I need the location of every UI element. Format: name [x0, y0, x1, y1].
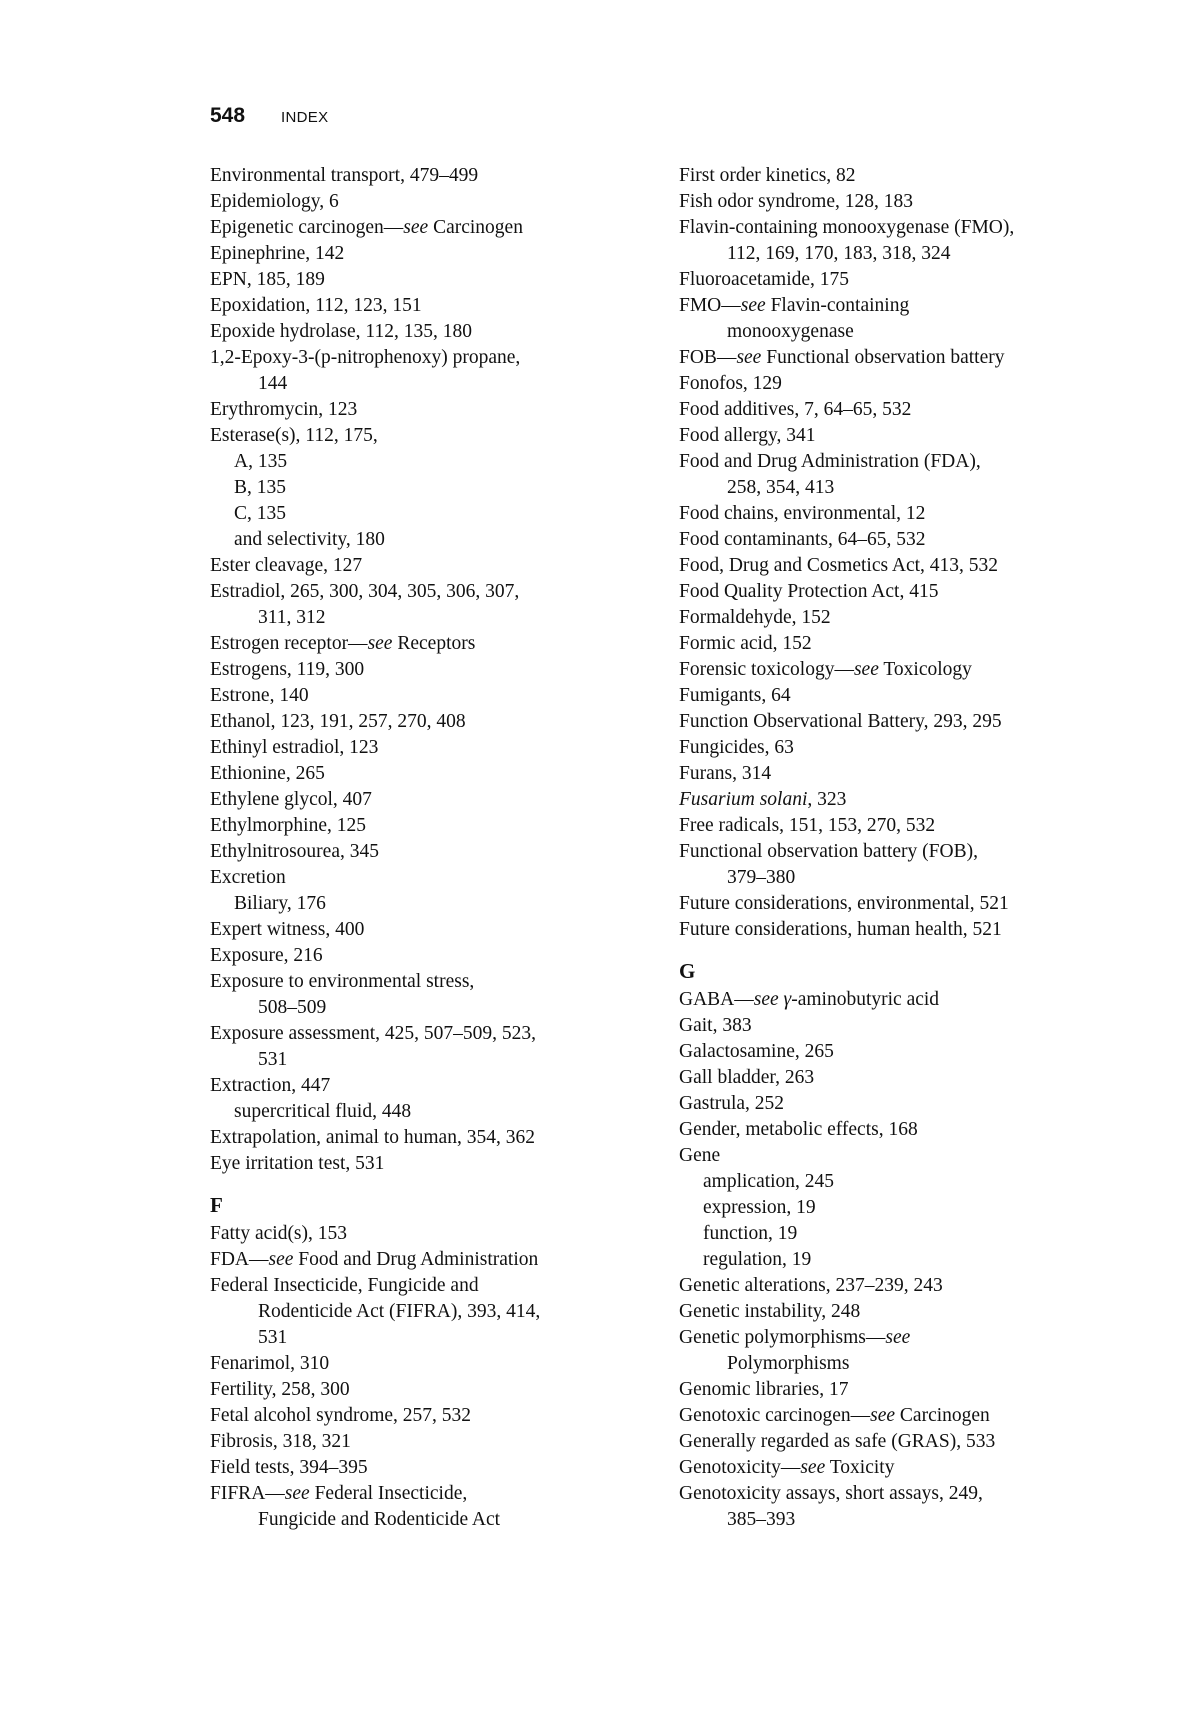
- index-entry: Gait, 383: [679, 1015, 752, 1036]
- index-entry: Expert witness, 400: [210, 919, 365, 940]
- index-entry-continuation: 144: [258, 373, 288, 394]
- index-entry: Food Quality Protection Act, 415: [679, 581, 939, 602]
- see-reference: see γ: [753, 989, 792, 1010]
- index-entry: Fonofos, 129: [679, 373, 782, 394]
- see-reference: see: [800, 1457, 826, 1478]
- index-entry-continuation: 531: [258, 1049, 288, 1070]
- index-entry: Gene: [679, 1145, 721, 1166]
- entry-target: Flavin-containing: [765, 295, 910, 316]
- index-subentry: A, 135: [234, 451, 288, 472]
- index-entry: Esterase(s), 112, 175,: [210, 425, 378, 446]
- index-entry: Excretion: [210, 867, 286, 888]
- entry-term: FOB—: [679, 347, 737, 368]
- section-letter: G: [679, 959, 696, 983]
- index-entry: Functional observation battery (FOB),: [679, 841, 978, 862]
- index-entry: Food chains, environmental, 12: [679, 503, 926, 524]
- index-entry-continuation: 508–509: [258, 997, 327, 1018]
- see-reference: see: [853, 659, 879, 680]
- index-entry: Fungicides, 63: [679, 737, 794, 758]
- index-entry: Formaldehyde, 152: [679, 607, 831, 628]
- index-subentry: regulation, 19: [703, 1249, 812, 1270]
- index-subentry: and selectivity, 180: [234, 529, 385, 550]
- index-entry: Fumigants, 64: [679, 685, 791, 706]
- index-entry: [210, 1247, 650, 1273]
- entry-term: Genotoxic carcinogen—: [679, 1405, 871, 1426]
- index-entry: Food, Drug and Cosmetics Act, 413, 532: [679, 555, 999, 576]
- page-number: 548: [210, 104, 246, 127]
- see-reference: see: [367, 633, 393, 654]
- index-entry: Epoxidation, 112, 123, 151: [210, 295, 422, 316]
- running-head: INDEX: [281, 109, 329, 126]
- see-reference: see: [268, 1249, 294, 1270]
- index-entry: Ethinyl estradiol, 123: [210, 737, 379, 758]
- index-subentry: function, 19: [703, 1223, 798, 1244]
- see-reference: see: [284, 1483, 310, 1504]
- entry-term-italic: Fusarium solani: [679, 789, 808, 810]
- see-reference: see: [736, 347, 762, 368]
- entry-term: FDA—: [210, 1249, 269, 1270]
- index-entry-continuation: 112, 169, 170, 183, 318, 324: [727, 243, 951, 264]
- index-entry-continuation: Polymorphisms: [727, 1353, 850, 1374]
- index-entry: Generally regarded as safe (GRAS), 533: [679, 1431, 996, 1452]
- entry-target: Food and Drug Administration: [293, 1249, 539, 1270]
- index-entry: Function Observational Battery, 293, 295: [679, 711, 1002, 732]
- entry-term: Estrogen receptor—: [210, 633, 368, 654]
- index-entry: Extraction, 447: [210, 1075, 331, 1096]
- index-entry: Ethionine, 265: [210, 763, 325, 784]
- index-entry: Ethylene glycol, 407: [210, 789, 372, 810]
- index-entry-continuation: Fungicide and Rodenticide Act: [258, 1509, 501, 1530]
- index-entry: Genetic instability, 248: [679, 1301, 861, 1322]
- index-entry: [679, 1455, 1119, 1481]
- entry-term: Epigenetic carcinogen—: [210, 217, 404, 238]
- index-entry: Free radicals, 151, 153, 270, 532: [679, 815, 936, 836]
- index-entry: Future considerations, human health, 521: [679, 919, 1002, 940]
- index-entry: Genotoxicity assays, short assays, 249,: [679, 1483, 983, 1504]
- index-entry: Erythromycin, 123: [210, 399, 358, 420]
- index-entry: Fetal alcohol syndrome, 257, 532: [210, 1405, 472, 1426]
- index-entry: EPN, 185, 189: [210, 269, 325, 290]
- index-subentry: Biliary, 176: [234, 893, 326, 914]
- entry-target: Federal Insecticide,: [309, 1483, 468, 1504]
- index-entry: [210, 631, 650, 657]
- index-entry: Fenarimol, 310: [210, 1353, 330, 1374]
- index-entry-continuation: Rodenticide Act (FIFRA), 393, 414,: [258, 1301, 541, 1322]
- index-entry: Food and Drug Administration (FDA),: [679, 451, 981, 472]
- entry-term: Forensic toxicology—: [679, 659, 854, 680]
- index-entry: Genomic libraries, 17: [679, 1379, 849, 1400]
- see-reference: see: [885, 1327, 911, 1348]
- entry-term: GABA—: [679, 989, 754, 1010]
- entry-term: Genetic polymorphisms—: [679, 1327, 886, 1348]
- index-entry: Estradiol, 265, 300, 304, 305, 306, 307,: [210, 581, 520, 602]
- index-entry: Extrapolation, animal to human, 354, 362: [210, 1127, 535, 1148]
- index-entry: 1,2-Epoxy-3-(p-nitrophenoxy) propane,: [210, 347, 521, 368]
- index-entry-continuation: 379–380: [727, 867, 796, 888]
- index-entry: Fibrosis, 318, 321: [210, 1431, 351, 1452]
- index-entry: Gastrula, 252: [679, 1093, 785, 1114]
- entry-pages: , 323: [807, 789, 847, 810]
- index-entry: Federal Insecticide, Fungicide and: [210, 1275, 479, 1296]
- index-entry: Galactosamine, 265: [679, 1041, 834, 1062]
- entry-term: Genotoxicity—: [679, 1457, 801, 1478]
- index-entry: Future considerations, environmental, 521: [679, 893, 1009, 914]
- index-entry: [679, 987, 1119, 1013]
- index-subentry: C, 135: [234, 503, 287, 524]
- entry-target: Receptors: [392, 633, 476, 654]
- index-subentry: amplication, 245: [703, 1171, 835, 1192]
- index-entry: Ethanol, 123, 191, 257, 270, 408: [210, 711, 466, 732]
- index-entry: Exposure, 216: [210, 945, 323, 966]
- index-entry-continuation: 385–393: [727, 1509, 796, 1530]
- entry-target: Carcinogen: [895, 1405, 990, 1426]
- index-column-left: [210, 163, 650, 1533]
- index-entry-continuation: monooxygenase: [727, 321, 854, 342]
- index-entry: Eye irritation test, 531: [210, 1153, 385, 1174]
- index-entry-continuation: 311, 312: [258, 607, 326, 628]
- index-entry-continuation: 258, 354, 413: [727, 477, 835, 498]
- page-header: [210, 104, 328, 128]
- index-column-right: [679, 163, 1119, 1533]
- index-entry: Epinephrine, 142: [210, 243, 345, 264]
- index-entry: [679, 787, 1119, 813]
- index-entry: Fatty acid(s), 153: [210, 1223, 348, 1244]
- entry-target: Toxicology: [878, 659, 972, 680]
- index-entry: Epidemiology, 6: [210, 191, 339, 212]
- index-entry: [210, 215, 650, 241]
- index-entry: Estrogens, 119, 300: [210, 659, 365, 680]
- entry-target: -aminobutyric acid: [791, 989, 940, 1010]
- index-entry: Formic acid, 152: [679, 633, 812, 654]
- index-entry: Fluoroacetamide, 175: [679, 269, 850, 290]
- index-entry: Food contaminants, 64–65, 532: [679, 529, 926, 550]
- index-entry: Ester cleavage, 127: [210, 555, 363, 576]
- index-entry: Furans, 314: [679, 763, 772, 784]
- index-entry: Food additives, 7, 64–65, 532: [679, 399, 912, 420]
- index-entry: [679, 345, 1119, 371]
- entry-term: FMO—: [679, 295, 741, 316]
- index-entry: Flavin-containing monooxygenase (FMO),: [679, 217, 1015, 238]
- index-entry-continuation: 531: [258, 1327, 288, 1348]
- section-letter: F: [210, 1193, 223, 1217]
- index-entry: Exposure to environmental stress,: [210, 971, 475, 992]
- index-entry: Exposure assessment, 425, 507–509, 523,: [210, 1023, 537, 1044]
- see-reference: see: [403, 217, 429, 238]
- index-entry: [679, 1325, 1119, 1351]
- index-entry: Genetic alterations, 237–239, 243: [679, 1275, 943, 1296]
- index-entry: Ethylnitrosourea, 345: [210, 841, 379, 862]
- entry-target: Functional observation battery: [761, 347, 1005, 368]
- entry-target: Carcinogen: [428, 217, 523, 238]
- index-entry: Estrone, 140: [210, 685, 309, 706]
- see-reference: see: [870, 1405, 896, 1426]
- index-subentry: B, 135: [234, 477, 287, 498]
- index-entry: Food allergy, 341: [679, 425, 816, 446]
- index-entry: Ethylmorphine, 125: [210, 815, 366, 836]
- index-entry: First order kinetics, 82: [679, 165, 856, 186]
- index-entry: [679, 293, 1119, 319]
- index-entry: Gender, metabolic effects, 168: [679, 1119, 918, 1140]
- index-entry: Epoxide hydrolase, 112, 135, 180: [210, 321, 472, 342]
- index-entry: Field tests, 394–395: [210, 1457, 368, 1478]
- index-entry: Fertility, 258, 300: [210, 1379, 350, 1400]
- index-entry: Fish odor syndrome, 128, 183: [679, 191, 913, 212]
- index-entry: [210, 1481, 650, 1507]
- index-entry: [679, 1403, 1119, 1429]
- index-subentry: supercritical fluid, 448: [234, 1101, 412, 1122]
- index-entry: Environmental transport, 479–499: [210, 165, 479, 186]
- entry-term: FIFRA—: [210, 1483, 285, 1504]
- see-reference: see: [740, 295, 766, 316]
- index-entry: Gall bladder, 263: [679, 1067, 815, 1088]
- index-entry: [679, 657, 1119, 683]
- entry-target: Toxicity: [825, 1457, 895, 1478]
- index-subentry: expression, 19: [703, 1197, 816, 1218]
